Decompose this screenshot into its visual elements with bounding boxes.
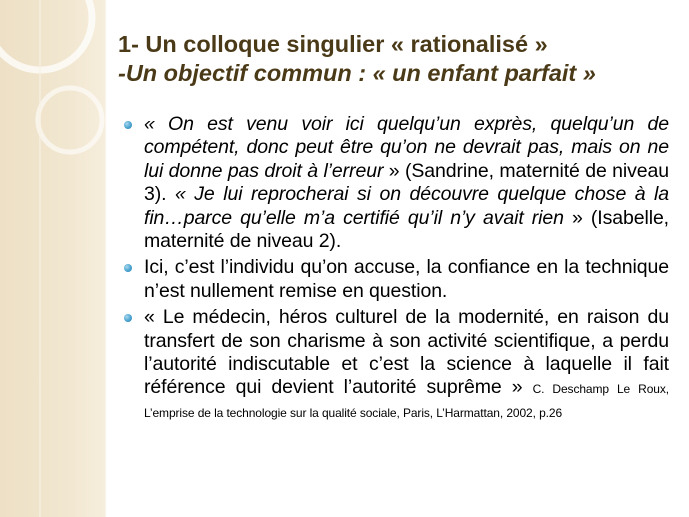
attribution-sandrine: » (Sandrine, maternité de niveau 3).: [144, 159, 669, 206]
quote-sandrine: « On est venu voir ici quelqu’un exprès, quelqu’un de compétent, donc peut être qu’on ne devrait pas, mais on ne lui donne pas droit à l’erreur: [144, 113, 669, 182]
quote-medecin: « Le médecin, héros culturel de la modernité, en raison du transfert de son charisme à son activité scientifique, a perdu l’autorité indiscutable et c’est la science à laquelle il fait référence qui devient l’autorité suprême »: [144, 306, 669, 399]
list-item: [124, 306, 669, 423]
bullet-text: [144, 113, 669, 253]
title-line-2: -Un objectif commun : « un enfant parfait »: [118, 60, 596, 86]
slide-title: [118, 30, 678, 88]
bullet-text: Ici, c’est l’individu qu’on accuse, la confiance en la technique n’est nullement remise en question.: [144, 256, 669, 302]
attribution-isabelle: » (Isabelle, maternité de niveau 2).: [144, 206, 670, 253]
list-item: [124, 113, 669, 253]
bullet-text: [144, 306, 669, 423]
bullet-icon: [124, 314, 132, 322]
bullet-list: [124, 113, 669, 423]
list-item: [124, 256, 669, 303]
quote-isabelle: « Je lui reprocherai si on découvre quelque chose à la fin…parce qu’elle m’a certifié qu’il n’y avait rien: [144, 183, 669, 229]
bullet-icon: [124, 264, 132, 272]
title-line-1: 1- Un colloque singulier « rationalisé »: [118, 31, 548, 57]
citation: C. Deschamp Le Roux, L’emprise de la technologie sur la qualité sociale, Paris, L’Harmattan, 2002, p.26: [144, 382, 669, 420]
bullet-icon: [124, 121, 132, 129]
